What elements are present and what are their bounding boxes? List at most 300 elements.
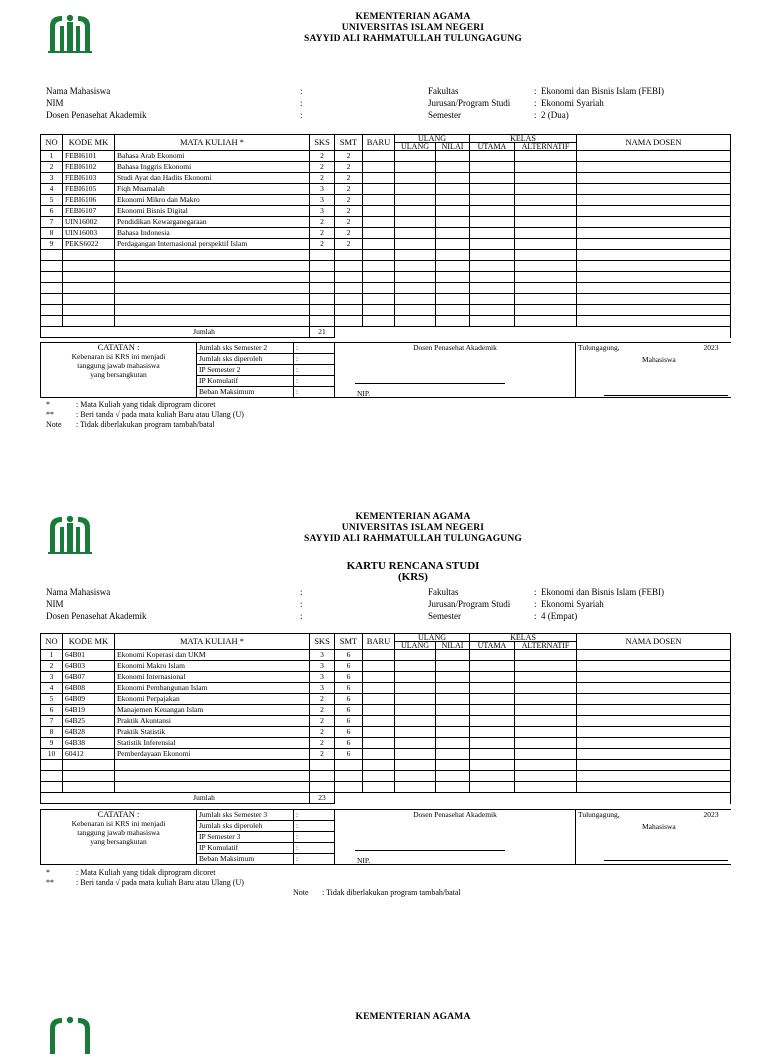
empty-cell: [395, 694, 436, 705]
col-kelas-group: KELAS: [470, 135, 577, 143]
table-row: [41, 272, 731, 283]
cell-mk: Ekonomi Mikro dan Makro: [115, 195, 310, 206]
empty-cell: [436, 316, 470, 327]
col-baru: BARU: [363, 634, 395, 650]
cell-smt: 2: [335, 206, 363, 217]
empty-cell: [577, 705, 731, 716]
cell-kode: 64B08: [63, 683, 115, 694]
cell-mk: Ekonomi Koperasi dan UKM: [115, 650, 310, 661]
table-row: [41, 294, 731, 305]
empty-cell: [470, 650, 515, 661]
dosen-pa-sign-box: [335, 343, 576, 398]
label-jurusan: Jurusan/Program Studi: [428, 599, 511, 609]
empty-cell: [41, 283, 63, 294]
table-row: [41, 694, 731, 705]
note-dstar: : Beri tanda √ pada mata kuliah Baru atau Ulang (U): [76, 878, 244, 887]
empty-cell: [470, 661, 515, 672]
empty-cell: [310, 261, 335, 272]
empty-cell: [470, 305, 515, 316]
empty-cell: [515, 151, 577, 162]
cell-kode: 64B07: [63, 672, 115, 683]
cell-smt: 6: [335, 661, 363, 672]
empty-cell: [63, 771, 115, 782]
catatan-line-2: tanggung jawab mahasiswa: [77, 361, 160, 370]
col-no: NO: [41, 135, 63, 151]
colon: :: [300, 98, 303, 108]
label-fakultas: Fakultas: [428, 587, 459, 597]
cell-mk: Studi Ayat dan Hadits Ekonomi: [115, 173, 310, 184]
cell-kode: FEBI6105: [63, 184, 115, 195]
empty-cell: [470, 672, 515, 683]
year: 2023: [703, 810, 719, 819]
catatan-label: CATATAN :: [97, 809, 140, 819]
catatan-line-1: Kebenaran isi KRS ini menjadi: [71, 352, 166, 361]
label-semester: Semester: [428, 110, 461, 120]
empty-cell: [436, 217, 470, 228]
jumlah-label: Jumlah: [41, 793, 310, 804]
empty-cell: [436, 661, 470, 672]
empty-cell: [363, 294, 395, 305]
empty-cell: [436, 683, 470, 694]
empty-cell: [363, 173, 395, 184]
cell-sks: 2: [310, 228, 335, 239]
label-dosen-pa: Dosen Penasehat Akademik: [46, 611, 147, 621]
empty-cell: [436, 162, 470, 173]
catatan-label: CATATAN :: [97, 342, 140, 352]
cell-kode: 64B28: [63, 727, 115, 738]
empty-cell: [335, 294, 363, 305]
cell-sks: 2: [310, 173, 335, 184]
empty-cell: [577, 694, 731, 705]
col-nama-dosen: NAMA DOSEN: [577, 634, 731, 650]
institution-line-3: SAYYID ALI RAHMATULLAH TULUNGAGUNG: [303, 34, 523, 44]
course-table: [40, 633, 731, 804]
empty-cell: [436, 305, 470, 316]
empty-cell: [335, 782, 363, 793]
empty-cell: [363, 705, 395, 716]
empty-cell: [363, 727, 395, 738]
empty-cell: [577, 672, 731, 683]
empty-cell: [395, 305, 436, 316]
empty-cell: [577, 749, 731, 760]
nip-label: NIP.: [357, 856, 371, 865]
empty-cell: [395, 727, 436, 738]
empty-cell: [115, 294, 310, 305]
note-star-mark: *: [46, 400, 50, 409]
tempat-label: Tulungagung,: [578, 343, 620, 352]
mahasiswa-sign-box: [576, 343, 731, 398]
empty-cell: [436, 272, 470, 283]
empty-cell: [436, 283, 470, 294]
cell-no: 6: [41, 206, 63, 217]
institution-line-2: UNIVERSITAS ISLAM NEGERI: [341, 23, 485, 33]
signature-line: [355, 850, 505, 851]
fakultas-value: : Ekonomi dan Bisnis Islam (FEBI): [534, 587, 665, 597]
empty-cell: [310, 250, 335, 261]
colon: :: [300, 587, 303, 597]
empty-cell: [363, 184, 395, 195]
cell-kode: 64B38: [63, 738, 115, 749]
empty-cell: [577, 661, 731, 672]
cell-kode: FEBI6102: [63, 162, 115, 173]
cell-no: 6: [41, 705, 63, 716]
empty-cell: [115, 782, 310, 793]
empty-cell: [470, 239, 515, 250]
col-ulang-group: ULANG: [395, 135, 470, 143]
empty-cell: [363, 250, 395, 261]
tempat-label: Tulungagung,: [578, 810, 620, 819]
cell-smt: 6: [335, 749, 363, 760]
table-row: [41, 195, 731, 206]
empty-cell: [436, 173, 470, 184]
table-row: [41, 228, 731, 239]
table-row: [41, 782, 731, 793]
col-baru: BARU: [363, 135, 395, 151]
table-row: [41, 683, 731, 694]
cell-kode: 64B25: [63, 716, 115, 727]
empty-cell: [363, 206, 395, 217]
empty-cell: [515, 738, 577, 749]
empty-cell: [335, 760, 363, 771]
empty-cell: [470, 771, 515, 782]
label-jurusan: Jurusan/Program Studi: [428, 98, 511, 108]
empty-cell: [395, 162, 436, 173]
empty-cell: [577, 272, 731, 283]
empty-cell: [395, 272, 436, 283]
empty-cell: [395, 250, 436, 261]
label-semester: Semester: [428, 611, 461, 621]
empty-cell: [363, 151, 395, 162]
empty-cell: [335, 250, 363, 261]
note-dstar-mark: **: [46, 878, 54, 887]
empty-cell: [115, 305, 310, 316]
empty-cell: [363, 283, 395, 294]
table-row: [41, 305, 731, 316]
empty-cell: [335, 283, 363, 294]
empty-cell: [363, 228, 395, 239]
empty-cell: [335, 305, 363, 316]
table-row: [41, 173, 731, 184]
empty-cell: [115, 250, 310, 261]
empty-cell: [436, 672, 470, 683]
empty-cell: [436, 228, 470, 239]
empty-cell: [115, 283, 310, 294]
jumlah-sks-semester-label: Jumlah sks Semester 2: [197, 343, 294, 354]
empty-cell: [470, 749, 515, 760]
colon: :: [300, 86, 303, 96]
cell-smt: 2: [335, 173, 363, 184]
empty-cell: [395, 705, 436, 716]
empty-cell: [515, 727, 577, 738]
empty-cell: [436, 650, 470, 661]
jumlah-sks: 23: [310, 793, 335, 804]
cell-smt: 2: [335, 217, 363, 228]
cell-no: 7: [41, 716, 63, 727]
empty-cell: [41, 261, 63, 272]
empty-cell: [310, 316, 335, 327]
empty-cell: [515, 184, 577, 195]
empty-cell: [515, 316, 577, 327]
jurusan-value: : Ekonomi Syariah: [534, 98, 604, 108]
note-mark: Note: [293, 888, 309, 897]
empty-cell: [363, 261, 395, 272]
cell-no: 9: [41, 239, 63, 250]
empty-cell: [63, 760, 115, 771]
empty-cell: [577, 771, 731, 782]
empty-cell: [577, 250, 731, 261]
empty-cell: [395, 716, 436, 727]
empty-cell: [41, 760, 63, 771]
empty-cell: [363, 771, 395, 782]
cell-no: 3: [41, 672, 63, 683]
empty-cell: [395, 650, 436, 661]
cell-smt: 6: [335, 727, 363, 738]
institution-line-1: KEMENTERIAN AGAMA: [355, 1012, 471, 1022]
empty-cell: [395, 760, 436, 771]
empty-cell: [515, 672, 577, 683]
cell-mk: Ekonomi Perpajakan: [115, 694, 310, 705]
empty-cell: [363, 716, 395, 727]
empty-cell: [577, 206, 731, 217]
cell-sks: 3: [310, 650, 335, 661]
empty-cell: [577, 316, 731, 327]
empty-cell: [470, 272, 515, 283]
empty-cell: [436, 716, 470, 727]
empty-cell: [470, 782, 515, 793]
colon: :: [300, 599, 303, 609]
empty-cell: [41, 782, 63, 793]
table-row: [41, 239, 731, 250]
empty-cell: [577, 184, 731, 195]
mahasiswa-label: Mahasiswa: [642, 822, 676, 831]
empty-cell: [41, 294, 63, 305]
cell-kode: 64B03: [63, 661, 115, 672]
empty-cell: [515, 749, 577, 760]
empty-cell: [363, 683, 395, 694]
jurusan-value: : Ekonomi Syariah: [534, 599, 604, 609]
empty-cell: [577, 162, 731, 173]
empty-cell: [470, 727, 515, 738]
empty-cell: [63, 250, 115, 261]
col-no: NO: [41, 634, 63, 650]
empty-cell: [577, 217, 731, 228]
empty-cell: [436, 195, 470, 206]
catatan-line-3: yang bersangkutan: [90, 370, 147, 379]
empty-cell: [470, 283, 515, 294]
empty-cell: [470, 738, 515, 749]
empty-cell: [577, 195, 731, 206]
ip-semester-label: IP Semester 3: [197, 832, 294, 843]
cell-kode: 64B01: [63, 650, 115, 661]
empty-cell: [515, 694, 577, 705]
empty-cell: [395, 294, 436, 305]
empty-cell: [436, 151, 470, 162]
empty-cell: [515, 294, 577, 305]
empty-cell: [515, 173, 577, 184]
cell-no: 8: [41, 228, 63, 239]
cell-mk: Ekonomi Pembangunan Islam: [115, 683, 310, 694]
ip-kumulatif-label: IP Komulatif: [197, 843, 294, 854]
col-alternatif: ALTERNATIF: [515, 642, 577, 650]
empty-cell: [515, 782, 577, 793]
empty-cell: [470, 184, 515, 195]
cell-sks: 3: [310, 672, 335, 683]
empty-cell: [515, 206, 577, 217]
empty-cell: [470, 217, 515, 228]
cell-no: 9: [41, 738, 63, 749]
table-row: [41, 760, 731, 771]
empty-cell: [515, 272, 577, 283]
semester-value: : 2 (Dua): [534, 110, 569, 120]
empty-cell: [395, 261, 436, 272]
empty-cell: [577, 727, 731, 738]
empty-cell: [515, 305, 577, 316]
cell-mk: Statistik Inferensial: [115, 738, 310, 749]
colon: :: [294, 343, 335, 354]
cell-sks: 2: [310, 217, 335, 228]
cell-sks: 2: [310, 151, 335, 162]
semester-value: : 4 (Empat): [534, 611, 578, 621]
empty-cell: [470, 760, 515, 771]
cell-kode: UIN16003: [63, 228, 115, 239]
catatan-box: [41, 343, 197, 398]
empty-cell: [310, 771, 335, 782]
empty-cell: [363, 650, 395, 661]
empty-cell: [436, 771, 470, 782]
dosen-pa-sign-box: [335, 810, 576, 865]
cell-no: 2: [41, 661, 63, 672]
cell-mk: Ekonomi Bisnis Digital: [115, 206, 310, 217]
empty-cell: [63, 294, 115, 305]
cell-no: 10: [41, 749, 63, 760]
cell-sks: 2: [310, 239, 335, 250]
mahasiswa-label: Mahasiswa: [642, 355, 676, 364]
empty-cell: [515, 239, 577, 250]
empty-cell: [395, 151, 436, 162]
empty-cell: [395, 206, 436, 217]
empty-cell: [310, 760, 335, 771]
signature-line: [604, 395, 728, 396]
empty-cell: [577, 261, 731, 272]
empty-cell: [436, 782, 470, 793]
empty-cell: [470, 716, 515, 727]
empty-cell: [63, 272, 115, 283]
beban-maksimum-label: Beban Maksimum: [197, 387, 294, 398]
table-row: [41, 672, 731, 683]
col-kelas-group: KELAS: [470, 634, 577, 642]
empty-cell: [515, 250, 577, 261]
catatan-line-1: Kebenaran isi KRS ini menjadi: [71, 819, 166, 828]
cell-sks: 2: [310, 694, 335, 705]
cell-smt: 2: [335, 162, 363, 173]
empty-cell: [395, 782, 436, 793]
empty-cell: [115, 261, 310, 272]
cell-kode: FEBI6101: [63, 151, 115, 162]
course-table: [40, 134, 731, 338]
empty-cell: [363, 217, 395, 228]
cell-sks: 3: [310, 184, 335, 195]
cell-kode: 64B19: [63, 705, 115, 716]
colon: :: [300, 110, 303, 120]
institution-line-2: UNIVERSITAS ISLAM NEGERI: [341, 523, 485, 533]
cell-mk: Fiqh Muamalah: [115, 184, 310, 195]
label-nama-mahasiswa: Nama Mahasiswa: [46, 587, 111, 597]
jumlah-sks-diperoleh-label: Jumlah sks diperoleh: [197, 354, 294, 365]
empty-cell: [470, 228, 515, 239]
cell-no: 1: [41, 151, 63, 162]
cell-smt: 2: [335, 151, 363, 162]
table-row: [41, 650, 731, 661]
fakultas-value: : Ekonomi dan Bisnis Islam (FEBI): [534, 86, 665, 96]
col-ulang-group: ULANG: [395, 634, 470, 642]
cell-mk: Pemberdayaan Ekonomi: [115, 749, 310, 760]
empty-cell: [577, 738, 731, 749]
table-row: [41, 316, 731, 327]
empty-cell: [395, 661, 436, 672]
cell-kode: FEBI6107: [63, 206, 115, 217]
note-dstar: : Beri tanda √ pada mata kuliah Baru atau Ulang (U): [76, 410, 244, 419]
empty-cell: [63, 316, 115, 327]
empty-cell: [363, 738, 395, 749]
col-mata-kuliah: MATA KULIAH *: [115, 634, 310, 650]
cell-sks: 2: [310, 727, 335, 738]
empty-cell: [335, 272, 363, 283]
cell-sks: 2: [310, 162, 335, 173]
cell-smt: 6: [335, 738, 363, 749]
course-rows: [41, 151, 731, 327]
table-row: [41, 749, 731, 760]
cell-sks: 2: [310, 738, 335, 749]
empty-cell: [577, 305, 731, 316]
empty-cell: [436, 694, 470, 705]
cell-smt: 6: [335, 650, 363, 661]
note-mark: Note: [46, 420, 62, 429]
empty-cell: [41, 250, 63, 261]
empty-cell: [115, 771, 310, 782]
col-nama-dosen: NAMA DOSEN: [577, 135, 731, 151]
empty-cell: [310, 283, 335, 294]
empty-cell: [395, 228, 436, 239]
cell-sks: 3: [310, 661, 335, 672]
table-row: [41, 162, 731, 173]
year: 2023: [703, 343, 719, 352]
empty-cell: [395, 771, 436, 782]
empty-cell: [363, 195, 395, 206]
cell-mk: Bahasa Inggris Ekonomi: [115, 162, 310, 173]
cell-kode: FEBI6103: [63, 173, 115, 184]
cell-smt: 6: [335, 672, 363, 683]
cell-kode: FEBI6106: [63, 195, 115, 206]
empty-cell: [436, 206, 470, 217]
empty-cell: [310, 305, 335, 316]
cell-sks: 3: [310, 206, 335, 217]
empty-cell: [363, 305, 395, 316]
mahasiswa-sign-box: [576, 810, 731, 865]
empty-cell: [363, 239, 395, 250]
col-smt: SMT: [335, 135, 363, 151]
empty-cell: [395, 683, 436, 694]
empty-cell: [335, 261, 363, 272]
empty-cell: [436, 250, 470, 261]
empty-cell: [436, 294, 470, 305]
empty-cell: [115, 272, 310, 283]
document-subtitle: (KRS): [398, 571, 428, 583]
cell-mk: Ekonomi Internasional: [115, 672, 310, 683]
empty-cell: [436, 239, 470, 250]
empty-cell: [395, 217, 436, 228]
empty-cell: [363, 272, 395, 283]
nip-label: NIP.: [357, 389, 371, 398]
